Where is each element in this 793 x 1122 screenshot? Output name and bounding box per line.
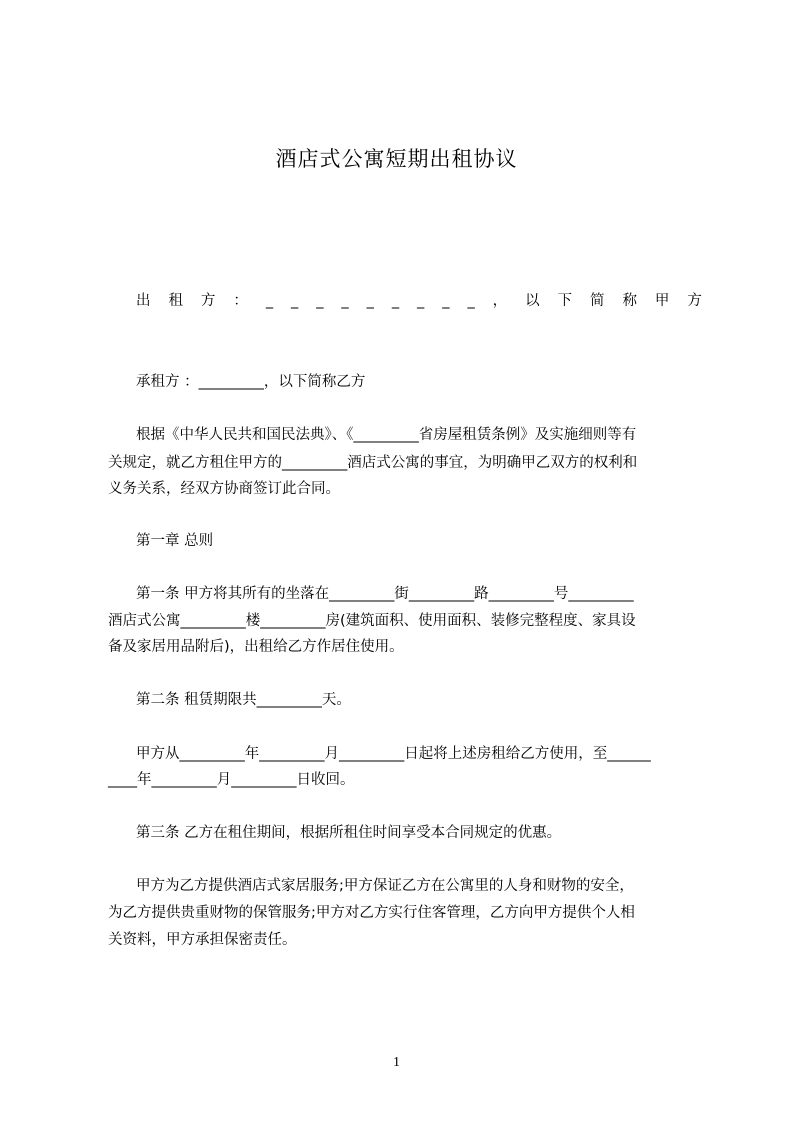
term-line-1: 甲方从_________年_________月_________日起将上述房租给乙方使用，至______ [136,746,651,762]
article-1-line-3: 备及家居用品附后)，出租给乙方作居住使用。 [108,639,404,655]
article-1-line-2: 酒店式公寓_________楼_________房(建筑面积、使用面积、装修完整程度、家具设 [108,613,636,629]
lessor-line: 出 租 方 ： _ _ _ _ _ _ _ _ _ ， 以 下 简 称 甲 方 [136,293,702,309]
lessee-line: 承租方 ：_________，以下简称乙方 [136,374,366,390]
term-line-2: ____年_________月_________日收回。 [108,772,355,788]
intro-line-2: 关规定，就乙方租住甲方的_________酒店式公寓的事宜，为明确甲乙双方的权利和 [108,455,638,471]
article-3: 第三条 乙方在租住期间，根据所租住时间享受本合同规定的优惠。 [136,825,562,841]
page-number: 1 [393,1055,400,1070]
services-line-1: 甲方为乙方提供酒店式家居服务;甲方保证乙方在公寓里的人身和财物的安全， [136,878,634,894]
chapter-heading: 第一章 总则 [136,533,214,549]
services-line-2: 为乙方提供贵重财物的保管服务;甲方对乙方实行住客管理，乙方向甲方提供个人相 [108,905,635,921]
article-1-line-1: 第一条 甲方将其所有的坐落在_________街_________路_________号_________ [136,586,634,602]
document-title: 酒店式公寓短期出租协议 [275,147,518,171]
article-2: 第二条 租赁期限共_________天。 [136,692,351,708]
services-line-3: 关资料，甲方承担保密责任。 [108,932,297,948]
intro-line-1: 根据《中华人民共和国民法典》、《_________省房屋租赁条例》及实施细则等有 [136,427,637,443]
intro-line-3: 义务关系，经双方协商签订此合同。 [108,481,340,497]
